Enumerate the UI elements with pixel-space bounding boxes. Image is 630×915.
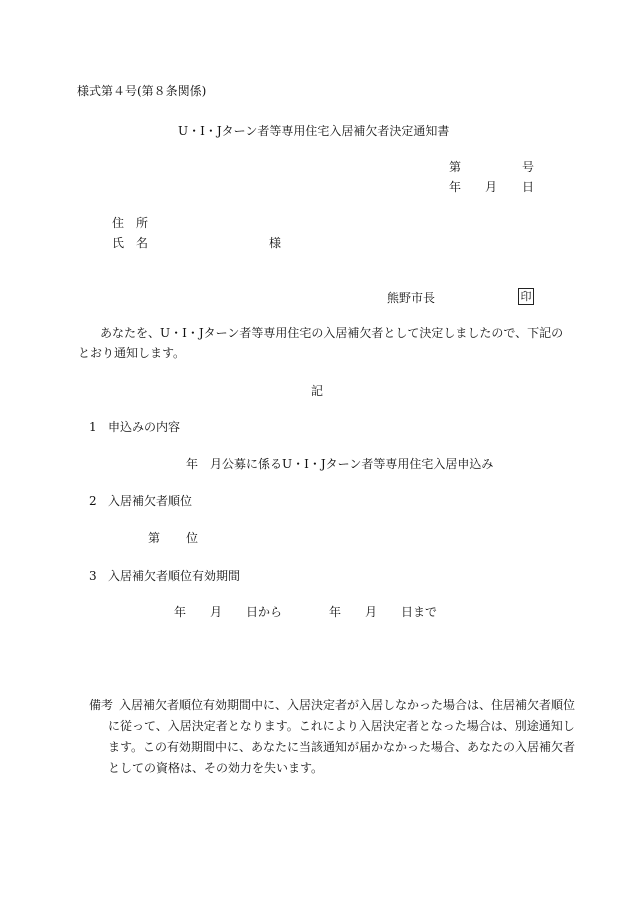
date-month: 月 bbox=[485, 180, 498, 194]
date-year: 年 bbox=[449, 180, 462, 194]
item1-label: 申込みの内容 bbox=[108, 420, 181, 434]
item3-from-day: 日から bbox=[246, 605, 283, 619]
issuer-name: 熊野市長 bbox=[387, 291, 436, 305]
item3-to-day: 日まで bbox=[401, 605, 438, 619]
body-line-1: あなたを、U・I・Jターン者等専用住宅の入居補欠者として決定しましたので、下記の bbox=[100, 326, 564, 340]
item2-dai: 第 bbox=[148, 531, 161, 545]
sama-suffix: 様 bbox=[269, 236, 282, 250]
form-number: 様式第４号(第８条関係) bbox=[77, 84, 207, 98]
name-label: 氏 名 bbox=[112, 236, 149, 250]
item3-to-month: 月 bbox=[365, 605, 378, 619]
note-line-2: に従って、入居決定者となります。これにより入居決定者となった場合は、別途通知し bbox=[108, 719, 575, 733]
item2-number: 2 bbox=[89, 494, 97, 508]
item3-number: 3 bbox=[89, 569, 97, 583]
note-line-1: 入居補欠者順位有効期間中に、入居決定者が入居しなかった場合は、住居補欠者順位 bbox=[119, 698, 576, 712]
seal-stamp: 印 bbox=[518, 288, 534, 305]
document-title: U・I・Jターン者等専用住宅入居補欠者決定通知書 bbox=[178, 124, 450, 138]
item1-content: 年 月公募に係るU・I・Jターン者等専用住宅入居申込み bbox=[186, 457, 494, 471]
item2-label: 入居補欠者順位 bbox=[108, 494, 193, 508]
item1-number: 1 bbox=[89, 420, 97, 434]
ki-heading: 記 bbox=[311, 384, 324, 398]
note-label: 備考 bbox=[89, 698, 114, 712]
body-line-2: とおり通知します。 bbox=[78, 346, 186, 360]
note-line-4: としての資格は、その効力を失います。 bbox=[108, 761, 324, 775]
item3-from-year: 年 bbox=[174, 605, 187, 619]
date-day: 日 bbox=[522, 180, 535, 194]
doc-number-go: 号 bbox=[522, 160, 535, 174]
doc-number-dai: 第 bbox=[449, 160, 462, 174]
item3-to-year: 年 bbox=[329, 605, 342, 619]
item2-i: 位 bbox=[186, 531, 199, 545]
item3-from-month: 月 bbox=[210, 605, 223, 619]
item3-label: 入居補欠者順位有効期間 bbox=[108, 569, 241, 583]
note-line-3: ます。この有効期間中に、あなたに当該通知が届かなかった場合、あなたの入居補欠者 bbox=[108, 740, 576, 754]
address-label: 住 所 bbox=[112, 216, 149, 230]
